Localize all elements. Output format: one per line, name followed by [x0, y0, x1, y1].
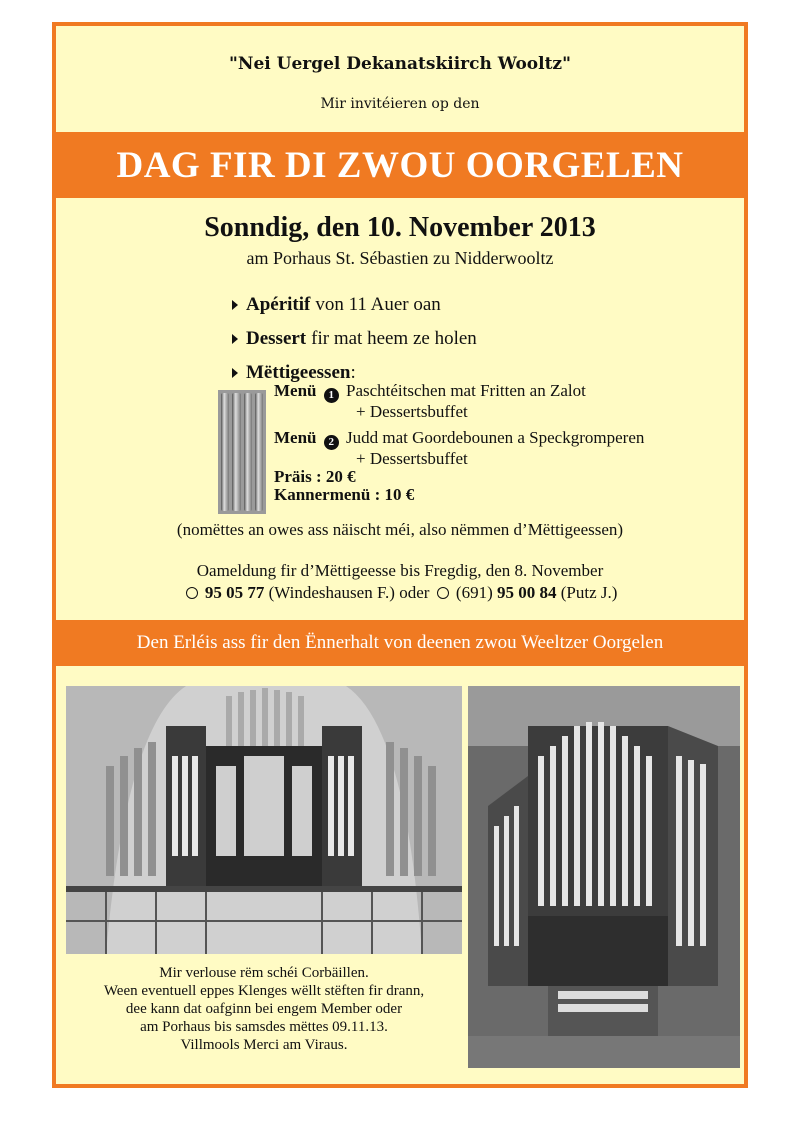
menu-text: Judd mat Goordebounen a Speckgromperen — [346, 428, 645, 447]
flyer-frame — [52, 22, 748, 1088]
triangle-right-icon — [232, 300, 238, 310]
item-label: Mëttigeessen — [246, 362, 351, 383]
menu-label: Menü — [274, 381, 317, 400]
event-title: DAG FIR DI ZWOU OORGELEN — [116, 144, 684, 186]
item-text: fir mat heem ze holen — [311, 328, 477, 349]
menu-2 — [274, 429, 644, 450]
number-badge: 2 — [324, 435, 339, 450]
caption-line: dee kann dat oafginn bei engem Member oder — [125, 1001, 403, 1017]
caption-line: Mir verlouse rëm schéi Corbäillen. — [159, 965, 369, 981]
proceeds-banner — [52, 620, 748, 666]
item-label: Apéritif — [246, 294, 311, 315]
triangle-right-icon — [232, 368, 238, 378]
item-text: : — [350, 362, 356, 383]
caption-line: Villmools Merci am Viraus. — [180, 1037, 348, 1053]
phone-prefix: (691) — [455, 583, 493, 602]
phone-number: 95 00 84 — [496, 583, 557, 602]
organ-photo-2 — [468, 686, 740, 1068]
menu-text: Paschtéitschen mat Fritten an Zalot — [346, 381, 586, 400]
proceeds-text: Den Erléis ass fir den Ënnerhalt von deenen zwou Weeltzer Oorgelen — [136, 632, 664, 653]
contact-name: (Putz J.) — [560, 583, 618, 602]
phone-icon — [437, 587, 449, 599]
raffle-caption — [64, 964, 464, 1054]
caption-line: Ween eventuell eppes Klenges wëllt stëften fir drann, — [103, 983, 425, 999]
event-date: Sonndig, den 10. November 2013 — [204, 212, 596, 243]
invitation-line: Mir invitéieren op den — [320, 96, 480, 112]
phone-icon — [186, 587, 198, 599]
registration-line: Oameldung fir d’Mëttigeesse bis Fregdig, den 8. November — [196, 561, 604, 580]
number-badge: 1 — [324, 388, 339, 403]
triangle-right-icon — [232, 334, 238, 344]
kids-price: Kannermenü : 10 € — [274, 485, 415, 504]
lunch-note: (nomëttes an owes ass näischt méi, also nëmmen d’Mëttigeessen) — [176, 520, 624, 539]
registration-info — [56, 560, 744, 604]
contact-line — [56, 582, 744, 604]
menu-1 — [274, 382, 644, 403]
program-item — [232, 288, 477, 322]
organ-photo-1 — [66, 686, 462, 954]
caption-line: am Porhaus bis samsdes mëttes 09.11.13. — [140, 1019, 388, 1035]
organ-pipes-image — [218, 390, 266, 514]
program-item — [232, 322, 477, 356]
menu-label: Menü — [274, 428, 317, 447]
item-label: Dessert — [246, 328, 307, 349]
price: Präis : 20 € — [274, 467, 356, 486]
title-banner — [52, 132, 748, 198]
menu-list — [274, 382, 644, 504]
contact-name: (Windeshausen F.) oder — [268, 583, 430, 602]
organization-name: "Nei Uergel Dekanatskiirch Wooltz" — [229, 54, 571, 74]
program-list — [232, 288, 477, 390]
phone-number: 95 05 77 — [204, 583, 265, 602]
menu-2-extra: + Dessertsbuffet — [356, 449, 468, 468]
item-text: von 11 Auer oan — [315, 294, 441, 315]
menu-1-extra: + Dessertsbuffet — [356, 402, 468, 421]
event-venue: am Porhaus St. Sébastien zu Nidderwooltz — [246, 248, 554, 268]
